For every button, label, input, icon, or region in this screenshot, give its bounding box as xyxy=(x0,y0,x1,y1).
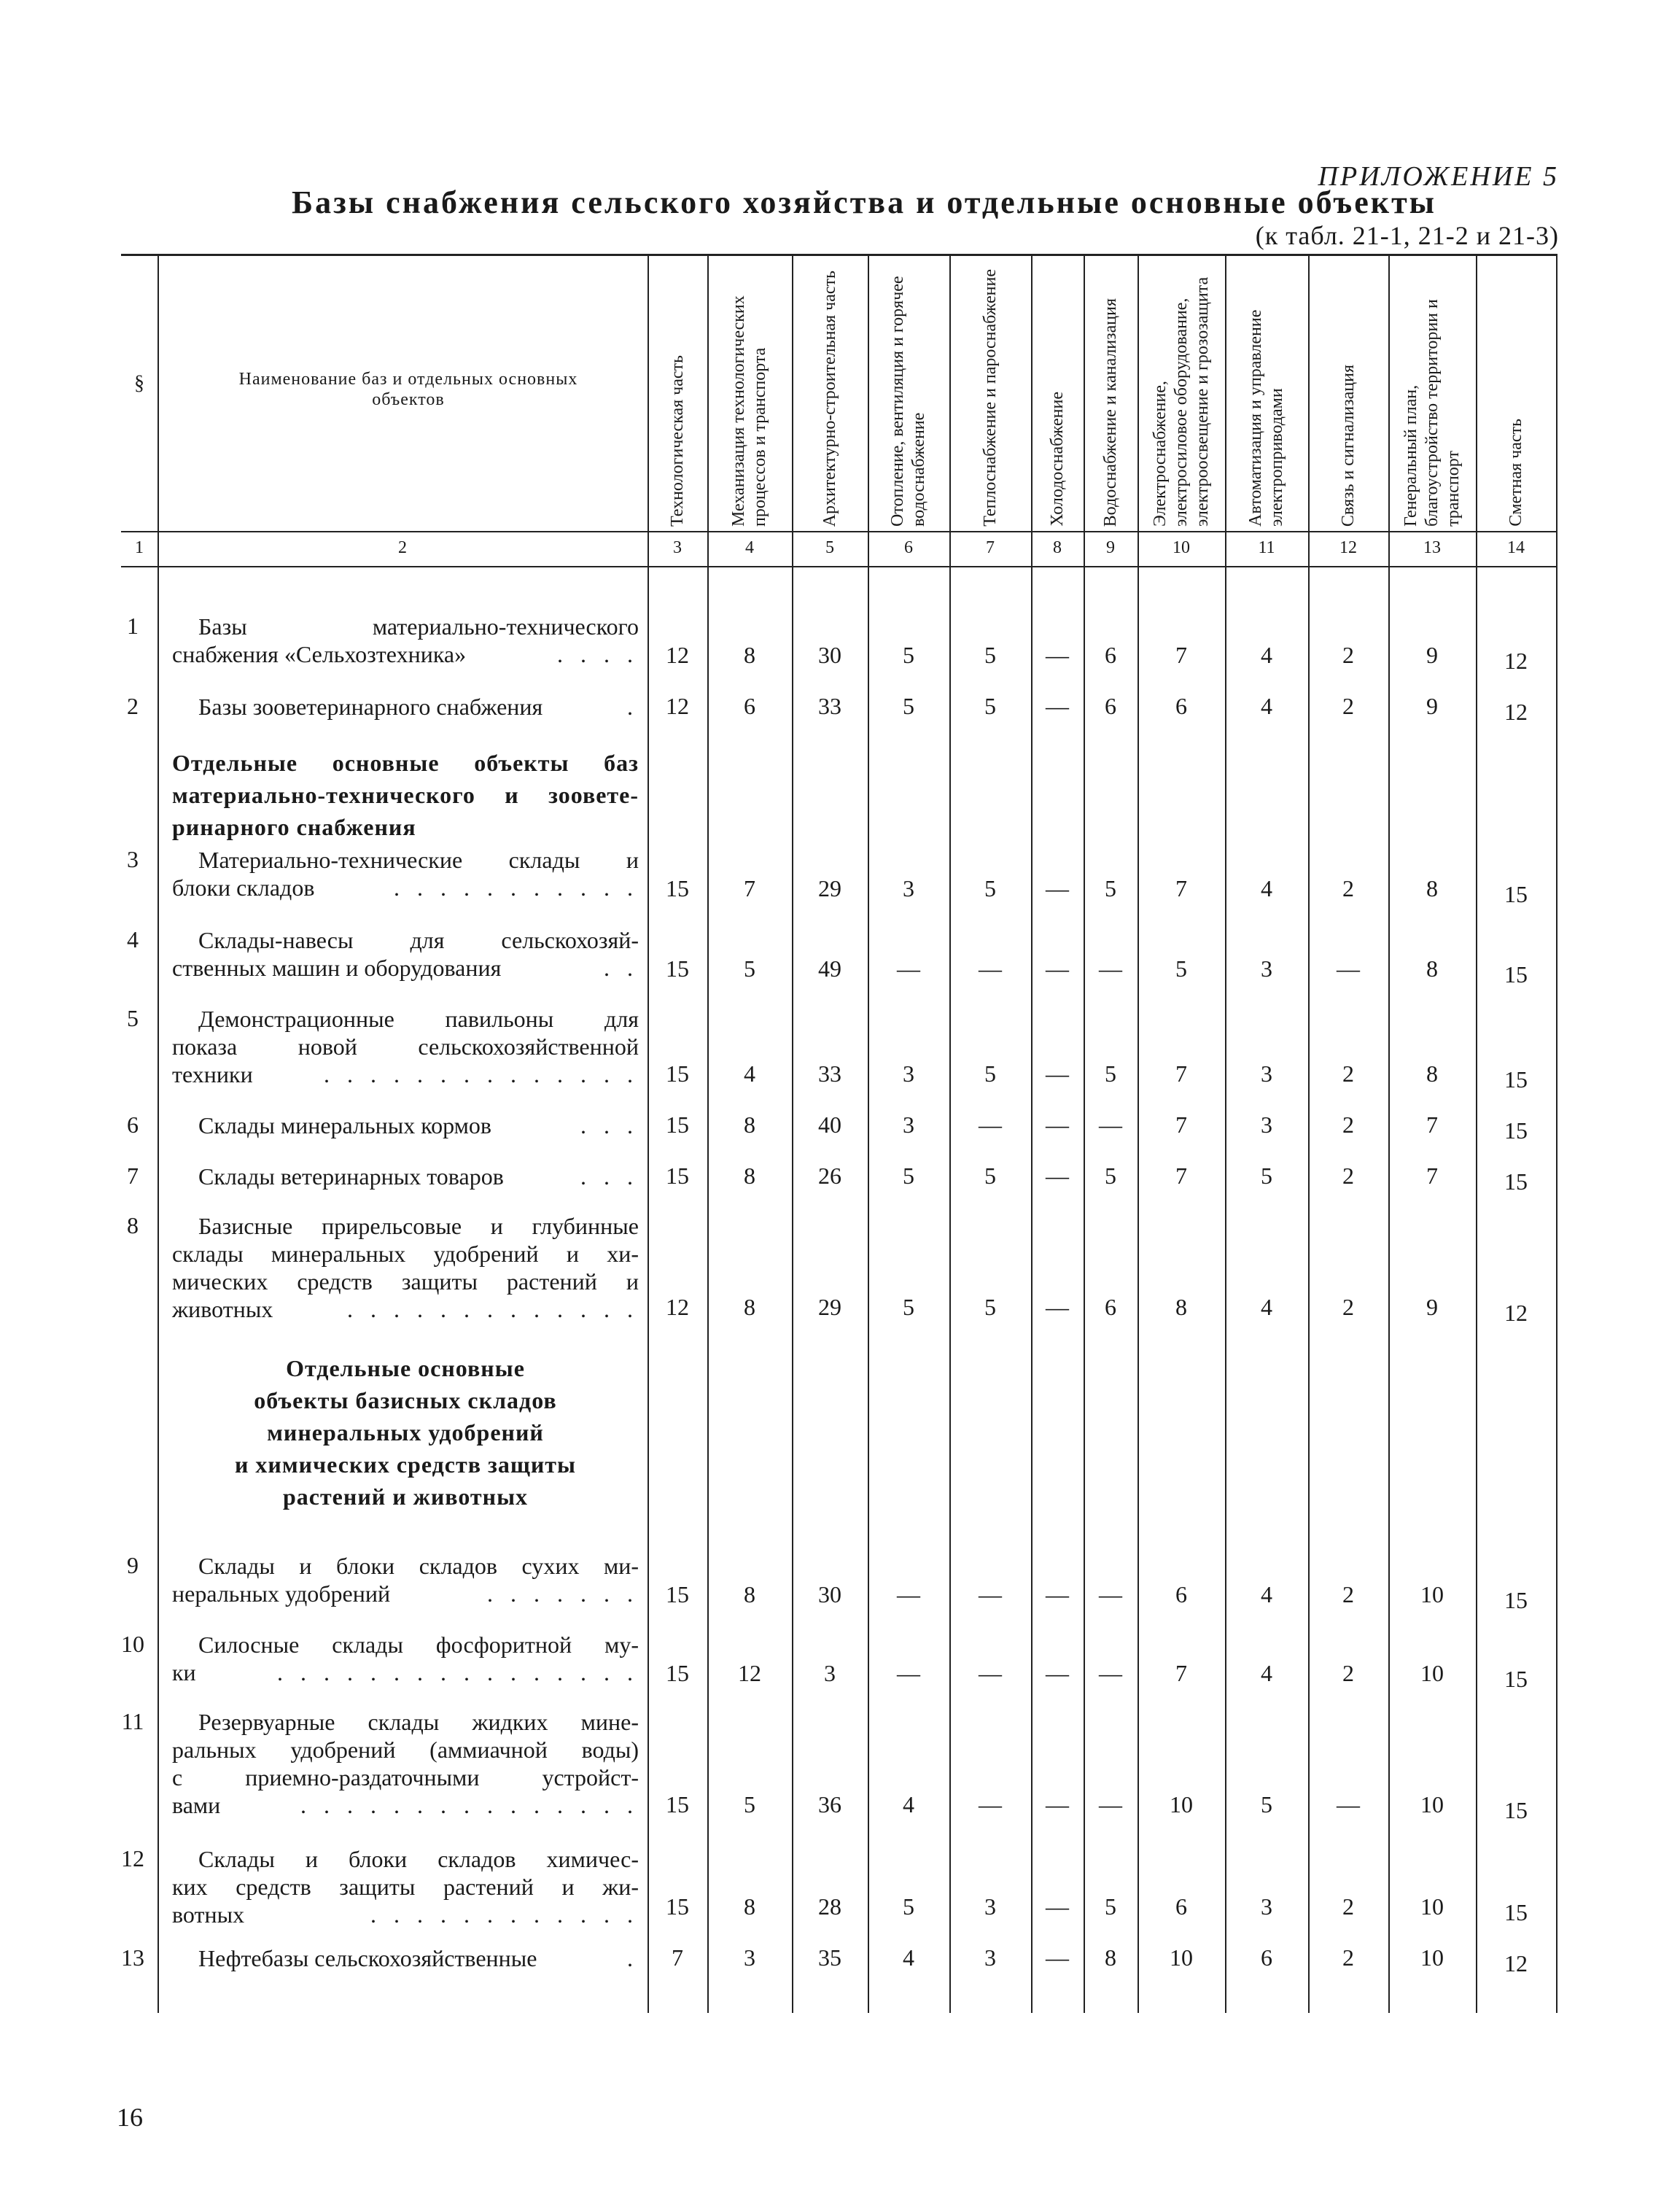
column-number: 9 xyxy=(1106,538,1115,557)
row-name-text: техники xyxy=(172,1061,253,1087)
table-cell: — xyxy=(1046,1060,1069,1087)
row-name-line xyxy=(172,1060,639,1088)
column-header xyxy=(1138,257,1225,527)
table-cell: — xyxy=(1046,875,1069,901)
leader-dots: . . . . . . . . . . . . xyxy=(370,1901,639,1928)
table-cell: 4 xyxy=(1261,875,1272,901)
table-cell: 10 xyxy=(1170,1944,1193,1971)
table-cell: 28 xyxy=(818,1893,841,1920)
table-cell: — xyxy=(979,1660,1002,1686)
table-cell: — xyxy=(979,1791,1002,1817)
row-name xyxy=(172,1163,639,1190)
row-name xyxy=(172,846,639,901)
row-name-text: Нефтебазы сельскохозяйственные xyxy=(198,1945,537,1971)
table-cell: 6 xyxy=(1261,1944,1272,1971)
section-heading xyxy=(172,747,639,843)
column-number: 11 xyxy=(1258,538,1275,557)
row-name-line: Склады и блоки складов сухих ми- xyxy=(198,1553,639,1579)
row-number: 7 xyxy=(127,1163,139,1189)
row-name xyxy=(172,1708,639,1819)
table-cell: 5 xyxy=(1261,1163,1272,1189)
row-name xyxy=(172,1552,639,1607)
column-header xyxy=(648,257,707,527)
column-header-label: Связь и сигнализация xyxy=(1338,364,1358,527)
table-cell: 3 xyxy=(744,1944,755,1971)
table-cell: 7 xyxy=(1175,1163,1187,1189)
table-cell: — xyxy=(1046,693,1069,719)
table-cell: 29 xyxy=(818,875,841,901)
row-name-line: Базисные прирельсовые и глубинные xyxy=(198,1213,639,1239)
table-cell: 5 xyxy=(984,875,996,901)
column-header-label: Теплоснабжение и пароснабжение xyxy=(980,269,1000,527)
table-cell: 6 xyxy=(1105,642,1116,668)
row-name-text: Склады минеральных кормов xyxy=(198,1112,492,1138)
column-header xyxy=(949,257,1031,527)
row-number: 5 xyxy=(127,1005,139,1031)
section-heading-line: Отдельные основные xyxy=(286,1355,525,1381)
table-cell: 15 xyxy=(666,955,689,982)
column-header-label: Отопление, вентиляция и горячее водоснабжение xyxy=(888,276,928,527)
column-number: 4 xyxy=(745,538,754,557)
leader-dots: . . . . . . . . . . . . . . . xyxy=(300,1792,639,1818)
row-number: 8 xyxy=(127,1212,139,1238)
table-cell: 5 xyxy=(984,1163,996,1189)
table-cell: 3 xyxy=(903,875,914,901)
table-cell: 30 xyxy=(818,642,841,668)
table-cell: 8 xyxy=(1426,955,1438,982)
table-cell: — xyxy=(1046,955,1069,982)
table-cell: 15 xyxy=(1504,1587,1528,1613)
row-name xyxy=(172,1212,639,1323)
name-column-header: Наименование баз и отдельных основных объектов xyxy=(238,370,578,409)
column-header xyxy=(1084,257,1138,527)
table-cell: 8 xyxy=(1105,1944,1116,1971)
column-number: 5 xyxy=(825,538,834,557)
column-header-label: Механизация технологических процессов и транспорта xyxy=(729,295,769,527)
column-number: 10 xyxy=(1172,538,1190,557)
table-cell: 5 xyxy=(744,1791,755,1817)
row-name-line: склады минеральных удобрений и хи- xyxy=(172,1241,639,1267)
row-name-line: Резервуарные склады жидких мине- xyxy=(198,1709,639,1735)
table-cell: 15 xyxy=(666,1893,689,1920)
row-name-line xyxy=(172,1163,639,1190)
column-number: 6 xyxy=(904,538,913,557)
table-cell: — xyxy=(979,955,1002,982)
row-number: 9 xyxy=(127,1552,139,1578)
row-number: 6 xyxy=(127,1111,139,1138)
page-number: 16 xyxy=(117,2103,143,2132)
table-cell: 8 xyxy=(744,642,755,668)
column-number: 14 xyxy=(1507,538,1525,557)
table-top-rule xyxy=(121,254,1556,256)
table-cell: 2 xyxy=(1342,1111,1354,1138)
row-name-text: ки xyxy=(172,1659,196,1685)
appendix-label: ПРИЛОЖЕНИЕ 5 xyxy=(1318,161,1559,192)
table-cell: 8 xyxy=(744,1163,755,1189)
column-number: 1 xyxy=(135,538,144,557)
table-cell: 10 xyxy=(1420,1893,1444,1920)
table-cell: 10 xyxy=(1420,1944,1444,1971)
row-name-line xyxy=(172,1944,639,1972)
table-cell: 29 xyxy=(818,1294,841,1320)
row-name-line xyxy=(172,640,639,668)
table-cell: 33 xyxy=(818,1060,841,1087)
row-name xyxy=(172,613,639,668)
table-cell: 8 xyxy=(744,1581,755,1607)
row-number: 4 xyxy=(127,926,139,952)
table-cell: 5 xyxy=(903,1893,914,1920)
leader-dots: . . . . . . . . . . . . . . xyxy=(324,1061,639,1087)
section-heading-line: объекты базисных складов xyxy=(254,1387,557,1413)
table-cell: 8 xyxy=(1426,1060,1438,1087)
table-cell: 15 xyxy=(666,1060,689,1087)
table-cell: — xyxy=(1046,1944,1069,1971)
row-name xyxy=(172,1631,639,1686)
leader-dots: . . xyxy=(604,955,639,981)
row-name-text: снабжения «Сельхозтехника» xyxy=(172,641,467,667)
table-cell: 3 xyxy=(903,1060,914,1087)
table-cell: 33 xyxy=(818,693,841,719)
table-cell: 4 xyxy=(744,1060,755,1087)
table-cell: — xyxy=(897,1660,920,1686)
row-name xyxy=(172,1845,639,1928)
row-name-text: животных xyxy=(172,1296,273,1322)
column-header-label: Технологическая часть xyxy=(667,354,687,527)
table-cell: 8 xyxy=(744,1111,755,1138)
table-cell: — xyxy=(1046,1893,1069,1920)
row-number: 3 xyxy=(127,846,139,872)
row-name-line: Склады и блоки складов химичес- xyxy=(198,1846,639,1872)
table-cell: 15 xyxy=(1504,1899,1528,1925)
section-heading-line: Отдельные основные объекты баз xyxy=(172,750,639,776)
table-cell: 10 xyxy=(1420,1791,1444,1817)
column-number: 8 xyxy=(1053,538,1062,557)
column-number: 3 xyxy=(673,538,682,557)
row-name-text: блоки складов xyxy=(172,874,315,901)
table-cell: — xyxy=(1099,1791,1122,1817)
row-name xyxy=(172,1111,639,1139)
table-cell: — xyxy=(1099,1111,1122,1138)
table-cell: 12 xyxy=(738,1660,761,1686)
column-header-label: Холодоснабжение xyxy=(1047,392,1067,527)
table-cell: 6 xyxy=(1105,693,1116,719)
column-number: 12 xyxy=(1339,538,1357,557)
row-name-text: Склады ветеринарных товаров xyxy=(198,1163,504,1190)
leader-dots: . xyxy=(627,694,639,720)
table-cell: 26 xyxy=(818,1163,841,1189)
leader-dots: . . . . . . . . . . . xyxy=(394,874,639,901)
row-number: 11 xyxy=(121,1708,144,1734)
column-number: 13 xyxy=(1423,538,1441,557)
leader-dots: . . . . . . . . . . . . . xyxy=(347,1296,639,1322)
table-cell: 2 xyxy=(1342,1893,1354,1920)
table-cell: — xyxy=(1099,1581,1122,1607)
table-cell: 8 xyxy=(744,1294,755,1320)
table-cell: 15 xyxy=(666,1791,689,1817)
table-cell: 5 xyxy=(984,1060,996,1087)
row-name-text: неральных удобрений xyxy=(172,1580,391,1607)
table-cell: 49 xyxy=(818,955,841,982)
table-cell: 12 xyxy=(1504,699,1528,725)
section-heading-line: и химических средств защиты xyxy=(234,1451,576,1478)
row-name-line: Базы материально-технического xyxy=(198,613,639,640)
page-title: Базы снабжения сельского хозяйства и отдельные основные объекты xyxy=(292,185,1437,220)
table-cell: 35 xyxy=(818,1944,841,1971)
table-cell: 2 xyxy=(1342,1944,1354,1971)
leader-dots: . . . . . . . xyxy=(487,1580,639,1607)
column-header xyxy=(1308,257,1388,527)
table-cell: 3 xyxy=(984,1893,996,1920)
row-name xyxy=(172,693,639,721)
row-number: 12 xyxy=(121,1845,144,1871)
row-number: 2 xyxy=(127,693,139,719)
leader-dots: . xyxy=(627,1945,639,1971)
column-header xyxy=(1476,257,1556,527)
table-cell: 15 xyxy=(666,1163,689,1189)
column-number: 7 xyxy=(986,538,995,557)
row-number: 13 xyxy=(121,1944,144,1971)
row-name-text: вотных xyxy=(172,1901,245,1928)
table-cell: 5 xyxy=(903,1294,914,1320)
table-cell: 7 xyxy=(744,875,755,901)
table-cell: 2 xyxy=(1342,1294,1354,1320)
table-cell: 10 xyxy=(1420,1660,1444,1686)
row-name xyxy=(172,926,639,982)
table-cell: 5 xyxy=(984,1294,996,1320)
leader-dots: . . . . xyxy=(557,641,639,667)
table-cell: — xyxy=(1337,1791,1360,1817)
table-cell: 2 xyxy=(1342,642,1354,668)
row-name-line xyxy=(172,874,639,901)
row-name-text: вами xyxy=(172,1792,221,1818)
table-cell: 5 xyxy=(1105,1163,1116,1189)
table-cell: 4 xyxy=(1261,1294,1272,1320)
leader-dots: . . . . . . . . . . . . . . . . xyxy=(277,1659,639,1685)
column-divider xyxy=(1556,254,1558,2013)
table-cell: 2 xyxy=(1342,875,1354,901)
table-cell: 8 xyxy=(744,1893,755,1920)
column-divider xyxy=(158,254,159,2013)
column-header xyxy=(1225,257,1308,527)
table-cell: 2 xyxy=(1342,1660,1354,1686)
table-cell: 3 xyxy=(1261,1111,1272,1138)
table-cell: 10 xyxy=(1170,1791,1193,1817)
table-cell: 4 xyxy=(1261,1581,1272,1607)
row-name-line xyxy=(172,1580,639,1607)
table-cell: 5 xyxy=(1261,1791,1272,1817)
table-cell: 5 xyxy=(903,1163,914,1189)
table-cell: 7 xyxy=(1175,1111,1187,1138)
column-header xyxy=(1388,257,1476,527)
table-cell: 6 xyxy=(1105,1294,1116,1320)
table-cell: 8 xyxy=(1175,1294,1187,1320)
table-cell: 3 xyxy=(1261,1060,1272,1087)
table-cell: 6 xyxy=(1175,1893,1187,1920)
column-header-label: Генеральный план, благоустройство территории и транспорт xyxy=(1401,299,1463,527)
section-heading xyxy=(172,1352,639,1513)
table-cell: 12 xyxy=(1504,1300,1528,1326)
table-cell: — xyxy=(979,1111,1002,1138)
table-cell: 3 xyxy=(984,1944,996,1971)
table-cell: 5 xyxy=(744,955,755,982)
table-cell: 15 xyxy=(1504,1066,1528,1093)
row-number: 10 xyxy=(121,1631,144,1657)
table-cell: 4 xyxy=(1261,642,1272,668)
table-cell: — xyxy=(1099,1660,1122,1686)
table-cell: 10 xyxy=(1420,1581,1444,1607)
header-bottom-rule xyxy=(121,531,1556,532)
table-cell: 36 xyxy=(818,1791,841,1817)
table-cell: — xyxy=(1046,642,1069,668)
table-cell: 12 xyxy=(1504,1950,1528,1976)
table-cell: 3 xyxy=(1261,1893,1272,1920)
table-cell: 7 xyxy=(672,1944,683,1971)
row-name xyxy=(172,1005,639,1088)
table-cell: 4 xyxy=(1261,693,1272,719)
column-header xyxy=(707,257,792,527)
table-cell: 7 xyxy=(1175,642,1187,668)
table-cell: 15 xyxy=(1504,1117,1528,1144)
table-cell: 2 xyxy=(1342,1581,1354,1607)
table-cell: 4 xyxy=(1261,1660,1272,1686)
row-name xyxy=(172,1944,639,1972)
table-cell: — xyxy=(1046,1294,1069,1320)
table-cell: 2 xyxy=(1342,693,1354,719)
column-header-label: Архитектурно-строительная часть xyxy=(820,270,839,527)
column-header xyxy=(868,257,949,527)
table-cell: — xyxy=(1099,955,1122,982)
section-column-header: § xyxy=(134,372,144,395)
row-name-line xyxy=(172,1658,639,1686)
table-cell: 12 xyxy=(666,642,689,668)
column-header xyxy=(792,257,868,527)
table-cell: 5 xyxy=(1105,1060,1116,1087)
table-cell: — xyxy=(897,1581,920,1607)
table-cell: 5 xyxy=(1105,1893,1116,1920)
table-cell: 15 xyxy=(1504,881,1528,907)
table-cell: 15 xyxy=(666,875,689,901)
row-name-line: Склады-навесы для сельскохозяй- xyxy=(198,927,639,953)
column-header-label: Электроснабжение, электросиловое оборудование, электроосвещение и грозозащита xyxy=(1150,276,1212,527)
table-cell: 5 xyxy=(984,642,996,668)
table-cell: 12 xyxy=(666,693,689,719)
section-heading-line: минеральных удобрений xyxy=(267,1419,544,1446)
leader-dots: . . . xyxy=(580,1163,639,1190)
row-name-text: ственных машин и оборудования xyxy=(172,955,502,981)
row-name-line xyxy=(172,1111,639,1139)
row-name-line: ких средств защиты растений и жи- xyxy=(172,1874,639,1900)
colnum-bottom-rule xyxy=(121,566,1556,567)
table-cell: 2 xyxy=(1342,1163,1354,1189)
column-header xyxy=(1031,257,1084,527)
table-cell: 7 xyxy=(1426,1111,1438,1138)
table-cell: 15 xyxy=(666,1111,689,1138)
table-cell: 5 xyxy=(903,693,914,719)
table-cell: — xyxy=(1046,1111,1069,1138)
table-cell: 6 xyxy=(744,693,755,719)
table-cell: 15 xyxy=(666,1581,689,1607)
table-cell: 15 xyxy=(1504,961,1528,988)
row-name-line: мических средств защиты растений и xyxy=(172,1268,639,1295)
row-name-line: Материально-технические склады и xyxy=(198,847,639,873)
table-cell: 9 xyxy=(1426,642,1438,668)
table-reference: (к табл. 21-1, 21-2 и 21-3) xyxy=(1255,221,1559,250)
row-name-line xyxy=(172,1295,639,1323)
row-name-line xyxy=(172,693,639,721)
table-cell: 4 xyxy=(903,1791,914,1817)
table-cell: 6 xyxy=(1175,1581,1187,1607)
table-cell: 3 xyxy=(824,1660,836,1686)
table-cell: — xyxy=(1046,1163,1069,1189)
table-cell: 15 xyxy=(1504,1797,1528,1823)
table-cell: 15 xyxy=(666,1660,689,1686)
row-name-line xyxy=(172,1901,639,1928)
section-heading-line: растений и животных xyxy=(282,1483,529,1510)
table-cell: 2 xyxy=(1342,1060,1354,1087)
leader-dots: . . . xyxy=(580,1112,639,1138)
table-cell: 7 xyxy=(1175,875,1187,901)
section-heading-line: материально-технического и зоовете- xyxy=(172,782,639,808)
row-name-line: Демонстрационные павильоны для xyxy=(198,1006,639,1032)
table-cell: 5 xyxy=(1105,875,1116,901)
row-name-line: показа новой сельскохозяйственной xyxy=(172,1033,639,1060)
table-cell: 7 xyxy=(1175,1060,1187,1087)
table-cell: 7 xyxy=(1426,1163,1438,1189)
table-cell: 4 xyxy=(903,1944,914,1971)
row-name-text: Базы зооветеринарного снабжения xyxy=(198,694,543,720)
table-cell: 5 xyxy=(903,642,914,668)
table-cell: 12 xyxy=(1504,648,1528,674)
column-number: 2 xyxy=(398,538,407,557)
table-cell: 3 xyxy=(1261,955,1272,982)
row-name-line: ральных удобрений (аммиачной воды) xyxy=(172,1737,639,1763)
table-cell: 3 xyxy=(903,1111,914,1138)
column-header-label: Сметная часть xyxy=(1506,419,1525,527)
row-name-line: Силосные склады фосфоритной му- xyxy=(198,1632,639,1658)
section-heading-line: ринарного снабжения xyxy=(172,814,416,840)
table-cell: 15 xyxy=(1504,1168,1528,1195)
table-cell: — xyxy=(1046,1660,1069,1686)
row-name-line: с приемно-раздаточными устройст- xyxy=(172,1764,639,1790)
column-header-label: Автоматизация и управление электроприводами xyxy=(1246,309,1286,527)
row-number: 1 xyxy=(127,613,139,639)
table-cell: — xyxy=(1046,1791,1069,1817)
table-cell: 6 xyxy=(1175,693,1187,719)
table-cell: 5 xyxy=(984,693,996,719)
table-cell: — xyxy=(979,1581,1002,1607)
table-cell: 5 xyxy=(1175,955,1187,982)
table-cell: 7 xyxy=(1175,1660,1187,1686)
row-name-line xyxy=(172,1791,639,1819)
table-cell: 12 xyxy=(666,1294,689,1320)
table-cell: 8 xyxy=(1426,875,1438,901)
row-name-line xyxy=(172,954,639,982)
table-cell: 15 xyxy=(1504,1666,1528,1692)
table-cell: 40 xyxy=(818,1111,841,1138)
column-header-label: Водоснабжение и канализация xyxy=(1100,298,1120,527)
table-cell: — xyxy=(1337,955,1360,982)
table-cell: 30 xyxy=(818,1581,841,1607)
table-cell: 9 xyxy=(1426,1294,1438,1320)
table-cell: 9 xyxy=(1426,693,1438,719)
table-cell: — xyxy=(1046,1581,1069,1607)
table-cell: — xyxy=(897,955,920,982)
